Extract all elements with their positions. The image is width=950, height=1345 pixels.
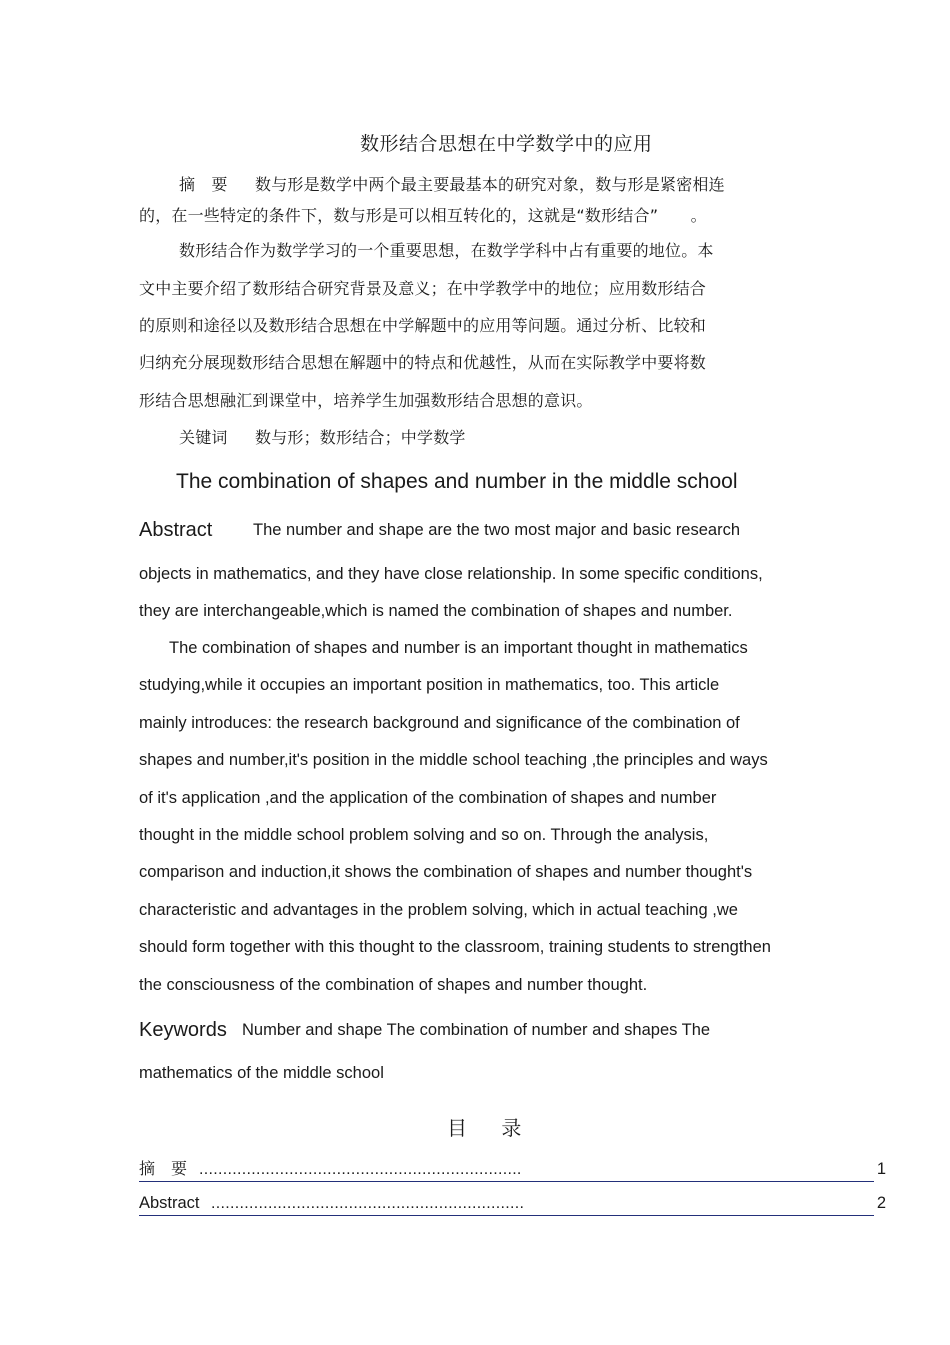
abstract-en-line: mainly introduces: the research background and significance of the combination of — [139, 714, 740, 732]
abstract-cn-line: 归纳充分展现数形结合思想在解题中的特点和优越性，从而在实际教学中要将数 — [139, 353, 707, 372]
toc-entry-label: 摘 要 — [139, 1159, 188, 1178]
page-title-cn: 数形结合思想在中学数学中的应用 — [360, 133, 653, 155]
abstract-en-line: thought in the middle school problem solving and so on. Through the analysis, — [139, 826, 709, 844]
toc-link-underline — [139, 1181, 874, 1182]
abstract-cn-line: 数形结合作为数学学习的一个重要思想，在数学学科中占有重要的地位。本 — [179, 241, 714, 260]
abstract-en-label: Abstract — [139, 519, 213, 541]
abstract-cn-line: 的，在一些特定的条件下，数与形是可以相互转化的，这就是“数形结合” 。 — [139, 206, 707, 225]
abstract-cn-line: 的原则和途径以及数形结合思想在中学解题中的应用等问题。通过分析、比较和 — [139, 316, 707, 335]
toc-entry-abstract-cn[interactable] — [139, 1160, 886, 1182]
abstract-cn-line: 文中主要介绍了数形结合研究背景及意义；在中学教学中的地位；应用数形结合 — [139, 279, 707, 298]
abstract-cn-line: 数与形是数学中两个最主要最基本的研究对象，数与形是紧密相连 — [255, 175, 725, 194]
abstract-en-line: studying,while it occupies an important position in mathematics, too. This article — [139, 676, 720, 694]
abstract-en-line: shapes and number,it's position in the middle school teaching ,the principles and ways — [139, 751, 768, 769]
abstract-en-line: of it's application ,and the application of the combination of shapes and number — [139, 789, 717, 807]
toc-entry-leader: .................................................................. — [211, 1195, 525, 1212]
toc-entry-page: 1 — [876, 1160, 886, 1178]
page-title-en: The combination of shapes and number in the middle school — [176, 470, 738, 493]
toc-link-underline — [139, 1215, 874, 1216]
keywords-en-line: Number and shape The combination of number and shapes The — [242, 1021, 711, 1039]
toc-entry-abstract-en[interactable] — [139, 1194, 886, 1216]
abstract-en-line: characteristic and advantages in the problem solving, which in actual teaching ,we — [139, 901, 738, 919]
toc-entry-leader: .................................................................... — [199, 1161, 522, 1178]
abstract-en-line: The number and shape are the two most major and basic research — [253, 521, 741, 539]
abstract-en-line: objects in mathematics, and they have close relationship. In some specific conditions, — [139, 565, 763, 583]
keywords-cn-label: 关键词 — [179, 428, 228, 447]
keywords-cn-text: 数与形；数形结合；中学数学 — [255, 428, 466, 447]
abstract-en-line: the consciousness of the combination of shapes and number thought. — [139, 976, 648, 994]
toc-title: 目 录 — [447, 1116, 536, 1140]
keywords-en-line: mathematics of the middle school — [139, 1064, 384, 1082]
abstract-cn-label: 摘 要 — [179, 175, 228, 194]
toc-entry-label: Abstract — [139, 1194, 200, 1212]
keywords-en-label: Keywords — [139, 1019, 227, 1041]
toc-entry-page: 2 — [876, 1194, 886, 1212]
abstract-en-line: The combination of shapes and number is an important thought in mathematics — [169, 639, 748, 657]
abstract-en-line: should form together with this thought to the classroom, training students to strengthen — [139, 938, 771, 956]
abstract-en-line: they are interchangeable,which is named the combination of shapes and number. — [139, 602, 733, 620]
abstract-en-line: comparison and induction,it shows the combination of shapes and number thought's — [139, 863, 753, 881]
abstract-cn-line: 形结合思想融汇到课堂中，培养学生加强数形结合思想的意识。 — [139, 391, 593, 410]
